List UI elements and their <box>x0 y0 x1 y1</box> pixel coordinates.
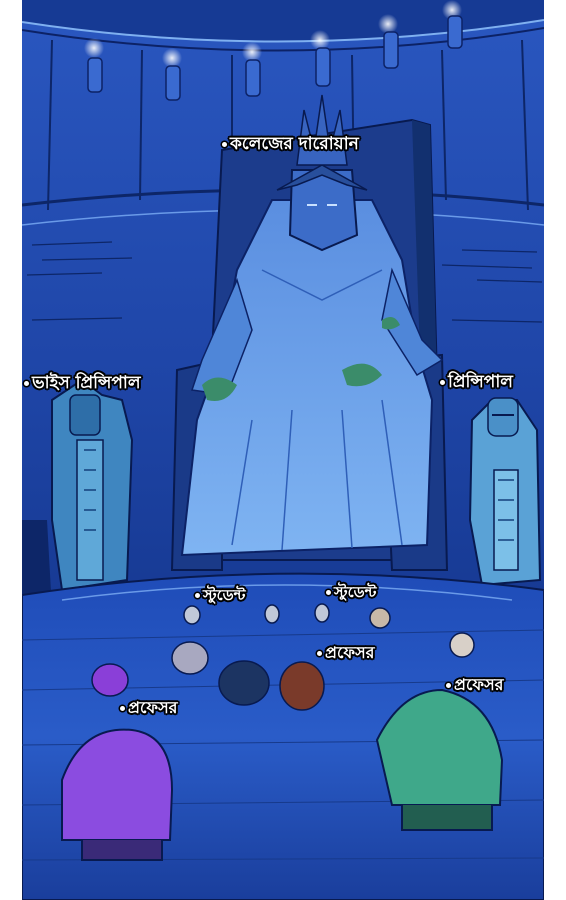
comic-panel <box>22 0 544 900</box>
label-professor-center: প্রফেসর <box>317 643 374 663</box>
label-principal: প্রিন্সিপাল <box>440 372 513 392</box>
bullet-icon <box>440 380 445 385</box>
label-professor-right: প্রফেসর <box>446 675 503 695</box>
label-professor-left: প্রফেসর <box>120 698 177 718</box>
label-vice-principal: ভাইস প্রিন্সিপাল <box>24 373 141 393</box>
label-student-right: স্টুডেন্ট <box>326 582 376 602</box>
label-college-guard: কলেজের দারোয়ান <box>222 134 359 154</box>
bullet-icon <box>326 590 331 595</box>
right-armor-statue <box>470 398 540 585</box>
bullet-icon <box>120 706 125 711</box>
bullet-icon <box>24 381 29 386</box>
bullet-icon <box>446 683 451 688</box>
label-student-left: স্টুডেন্ট <box>195 585 245 605</box>
bullet-icon <box>317 651 322 656</box>
bullet-icon <box>195 593 200 598</box>
bullet-icon <box>222 142 227 147</box>
